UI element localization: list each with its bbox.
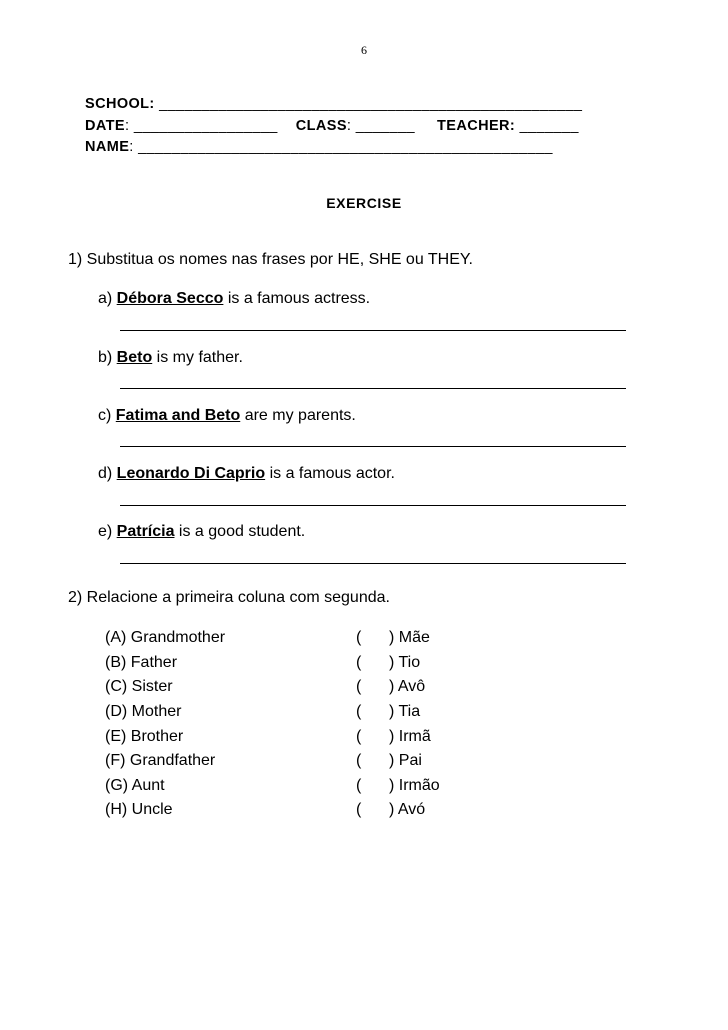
sentence-letter: c) <box>98 407 116 424</box>
match-answer-box-a[interactable]: ( <box>356 629 362 646</box>
match-left-a: (A) Grandmother <box>105 629 226 646</box>
match-answer-box-b[interactable]: ( <box>356 654 362 671</box>
answer-line-c[interactable] <box>120 446 626 447</box>
answer-line-a[interactable] <box>120 330 626 331</box>
date-label: DATE <box>85 118 125 134</box>
answer-line-d[interactable] <box>120 505 626 506</box>
match-left-e: (E) Brother <box>105 728 184 745</box>
match-right-8: ) Avó <box>389 801 426 818</box>
match-right-3: ) Avô <box>389 678 426 695</box>
match-left-c: (C) Sister <box>105 678 173 695</box>
match-left-g: (G) Aunt <box>105 777 165 794</box>
sentence-letter: b) <box>98 349 117 366</box>
sentence-rest: is a famous actor. <box>265 465 395 482</box>
match-answer-box-e[interactable]: ( <box>356 728 362 745</box>
match-answer-box-c[interactable]: ( <box>356 678 362 695</box>
match-right-1: ) Mãe <box>389 629 430 646</box>
sentence-c <box>98 407 356 425</box>
match-left-h: (H) Uncle <box>105 801 173 818</box>
class-label: CLASS <box>295 118 347 134</box>
match-right-5: ) Irmã <box>389 728 431 745</box>
answer-line-b[interactable] <box>120 388 626 389</box>
match-right-2: ) Tio <box>389 654 421 671</box>
date-class-teacher-line <box>85 118 579 134</box>
sentence-letter: d) <box>98 465 117 482</box>
name-label: NAME <box>85 139 130 155</box>
class-blank: : _______ <box>346 118 416 134</box>
match-right-4: ) Tia <box>389 703 421 720</box>
sentence-rest: is my father. <box>152 349 243 366</box>
sentence-rest: is a good student. <box>174 523 306 540</box>
school-label: SCHOOL: <box>85 96 155 112</box>
sentence-subject: Fatima and Beto <box>115 407 241 424</box>
answer-line-e[interactable] <box>120 563 626 564</box>
sentence-letter: a) <box>98 290 117 307</box>
sentence-d <box>98 465 395 483</box>
page-number: 6 <box>361 43 367 57</box>
match-left-b: (B) Father <box>105 654 178 671</box>
match-right-6: ) Pai <box>389 752 422 769</box>
match-answer-box-d[interactable]: ( <box>356 703 362 720</box>
sentence-rest: are my parents. <box>240 407 356 424</box>
sentence-subject: Débora Secco <box>116 290 224 307</box>
question-2-title: 2) Relacione a primeira coluna com segunda. <box>68 589 390 606</box>
school-blank: __________________________________________________ <box>154 96 583 112</box>
sentence-e <box>98 523 305 541</box>
sentence-subject: Patrícia <box>116 523 175 540</box>
name-blank: : _________________________________________________ <box>129 139 553 155</box>
match-right-7: ) Irmão <box>389 777 440 794</box>
exercise-heading: EXERCISE <box>326 195 402 211</box>
date-blank: : _________________ <box>125 118 278 134</box>
sentence-b <box>98 349 243 367</box>
question-1-title: 1) Substitua os nomes nas frases por HE, SHE ou THEY. <box>68 251 473 268</box>
sentence-subject: Leonardo Di Caprio <box>116 465 266 482</box>
teacher-label: TEACHER: <box>437 118 516 134</box>
match-answer-box-h[interactable]: ( <box>356 801 362 818</box>
sentence-subject: Beto <box>116 349 153 366</box>
teacher-blank: _______ <box>515 118 579 134</box>
sentence-letter: e) <box>98 523 117 540</box>
match-answer-box-f[interactable]: ( <box>356 752 362 769</box>
match-left-f: (F) Grandfather <box>105 752 216 769</box>
sentence-rest: is a famous actress. <box>223 290 371 307</box>
match-answer-box-g[interactable]: ( <box>356 777 362 794</box>
name-line <box>85 139 553 155</box>
match-left-d: (D) Mother <box>105 703 182 720</box>
school-line <box>85 96 582 112</box>
sentence-a <box>98 290 370 308</box>
